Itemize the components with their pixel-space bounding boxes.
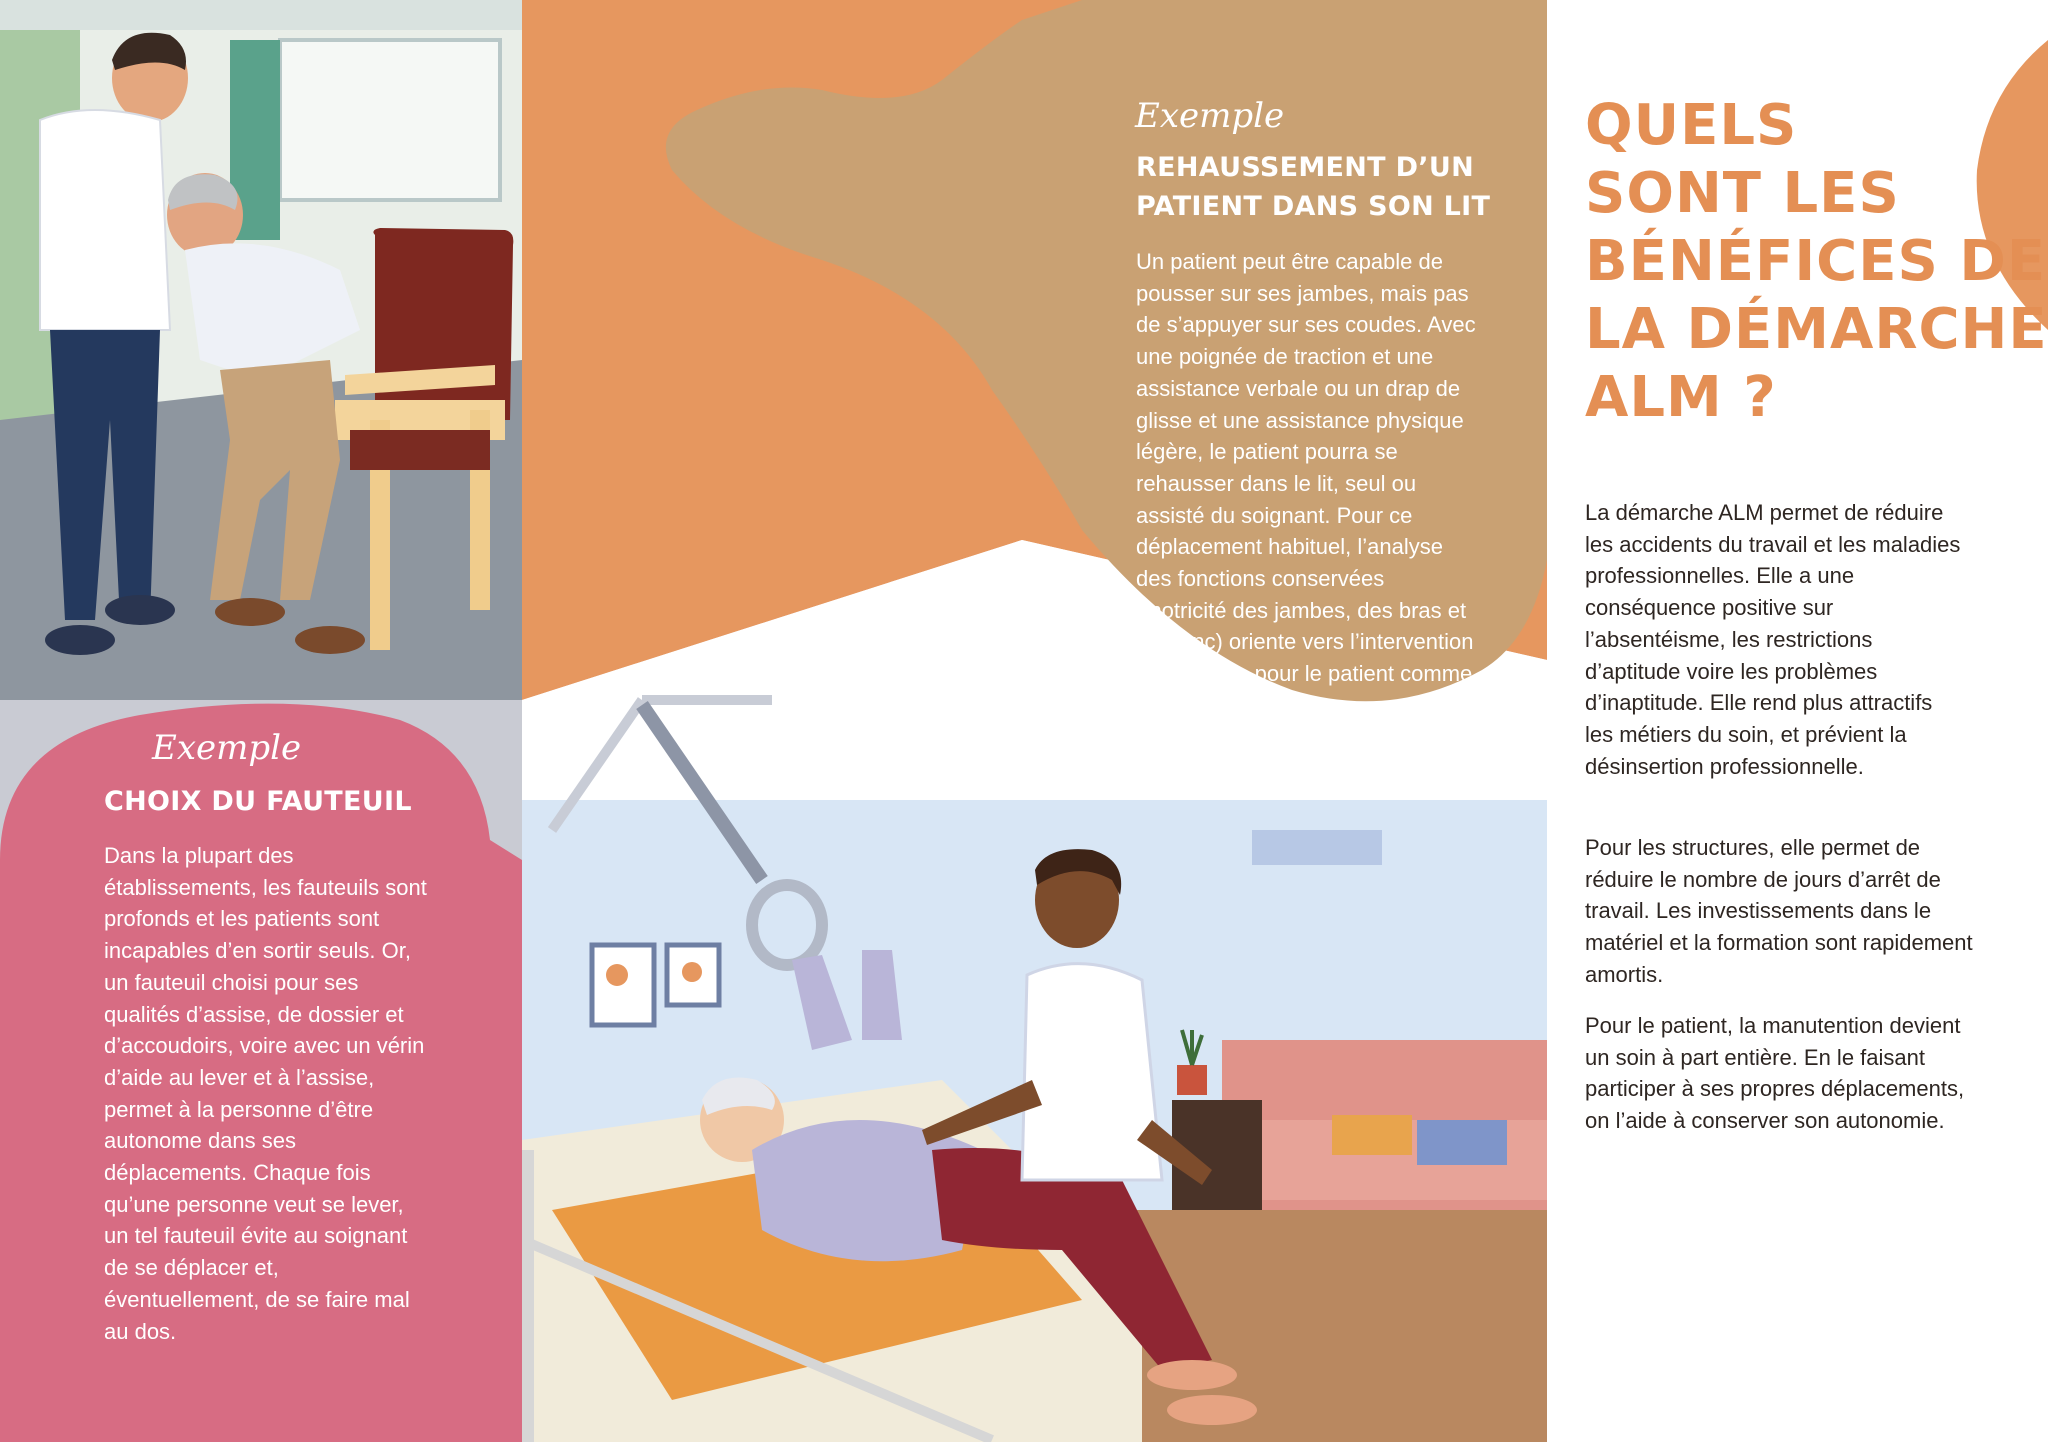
- benefits-title: [1585, 92, 2048, 432]
- right-panel: [1547, 0, 2048, 1442]
- benefits-paragraph-3: Pour le patient, la manutention devient un soin à part entière. En le faisant participer à ses propres déplacements, on l’aide à conserver son autonomie.: [1585, 1013, 1965, 1134]
- title-line-5: ALM ?: [1585, 365, 1777, 430]
- middle-panel: [522, 0, 1547, 1442]
- title-line-3: BÉNÉFICES DE: [1585, 229, 2047, 294]
- left-panel: [0, 0, 522, 1442]
- title-line-2: SONT LES: [1585, 161, 1900, 226]
- middle-heading-line1: REHAUSSEMENT D’UN: [1136, 152, 1474, 183]
- title-line-4: LA DÉMARCHE: [1585, 297, 2048, 362]
- title-line-1: QUELS: [1585, 93, 1798, 158]
- left-heading: CHOIX DU FAUTEUIL: [104, 786, 412, 817]
- left-body-text: Dans la plupart des établissements, les fauteuils sont profonds et les patients sont incapables d’en sortir seuls. Or, un fauteuil choisi pour ses qualités d’assise, de dossier et d’accoudoirs, voire avec un vérin d’aide au lever et à l’assise, permet à la personne d’être autonome dans ses déplacements. Chaque fois qu’une personne veut se lever, un tel fauteuil évite au soignant de se déplacer et, éventuellement, de se faire mal au dos.: [104, 843, 427, 1344]
- middle-script-label: Exemple: [1135, 96, 1285, 136]
- benefits-paragraph-2: Pour les structures, elle permet de réduire le nombre de jours d’arrêt de travail. Les investissements dans le matériel et la formation sont rapidement amortis.: [1585, 835, 1973, 987]
- middle-body-text: Un patient peut être capable de pousser sur ses jambes, mais pas de s’appuyer sur ses coudes. Avec une poignée de traction et une assistance verbale ou un drap de glisse et une assistance physique légère, le patient pourra se rehausser dans le lit, seul ou assisté du soignant. Pour ce déplacement habituel, l’analyse des fonctions conservées (motricité des jambes, des bras et du tronc) oriente vers l’intervention la plus sûre pour le patient comme pour le soignant.: [1136, 249, 1476, 718]
- middle-heading-line2: PATIENT DANS SON LIT: [1136, 191, 1491, 222]
- left-script-label: Exemple: [152, 728, 302, 768]
- benefits-paragraph-1: La démarche ALM permet de réduire les accidents du travail et les maladies professionnelles. Elle a une conséquence positive sur l’absentéisme, les restrictions d’aptitude voire les problèmes d’inaptitude. Elle rend plus attractifs les métiers du soin, et prévient la désinsertion professionnelle.: [1585, 500, 1961, 779]
